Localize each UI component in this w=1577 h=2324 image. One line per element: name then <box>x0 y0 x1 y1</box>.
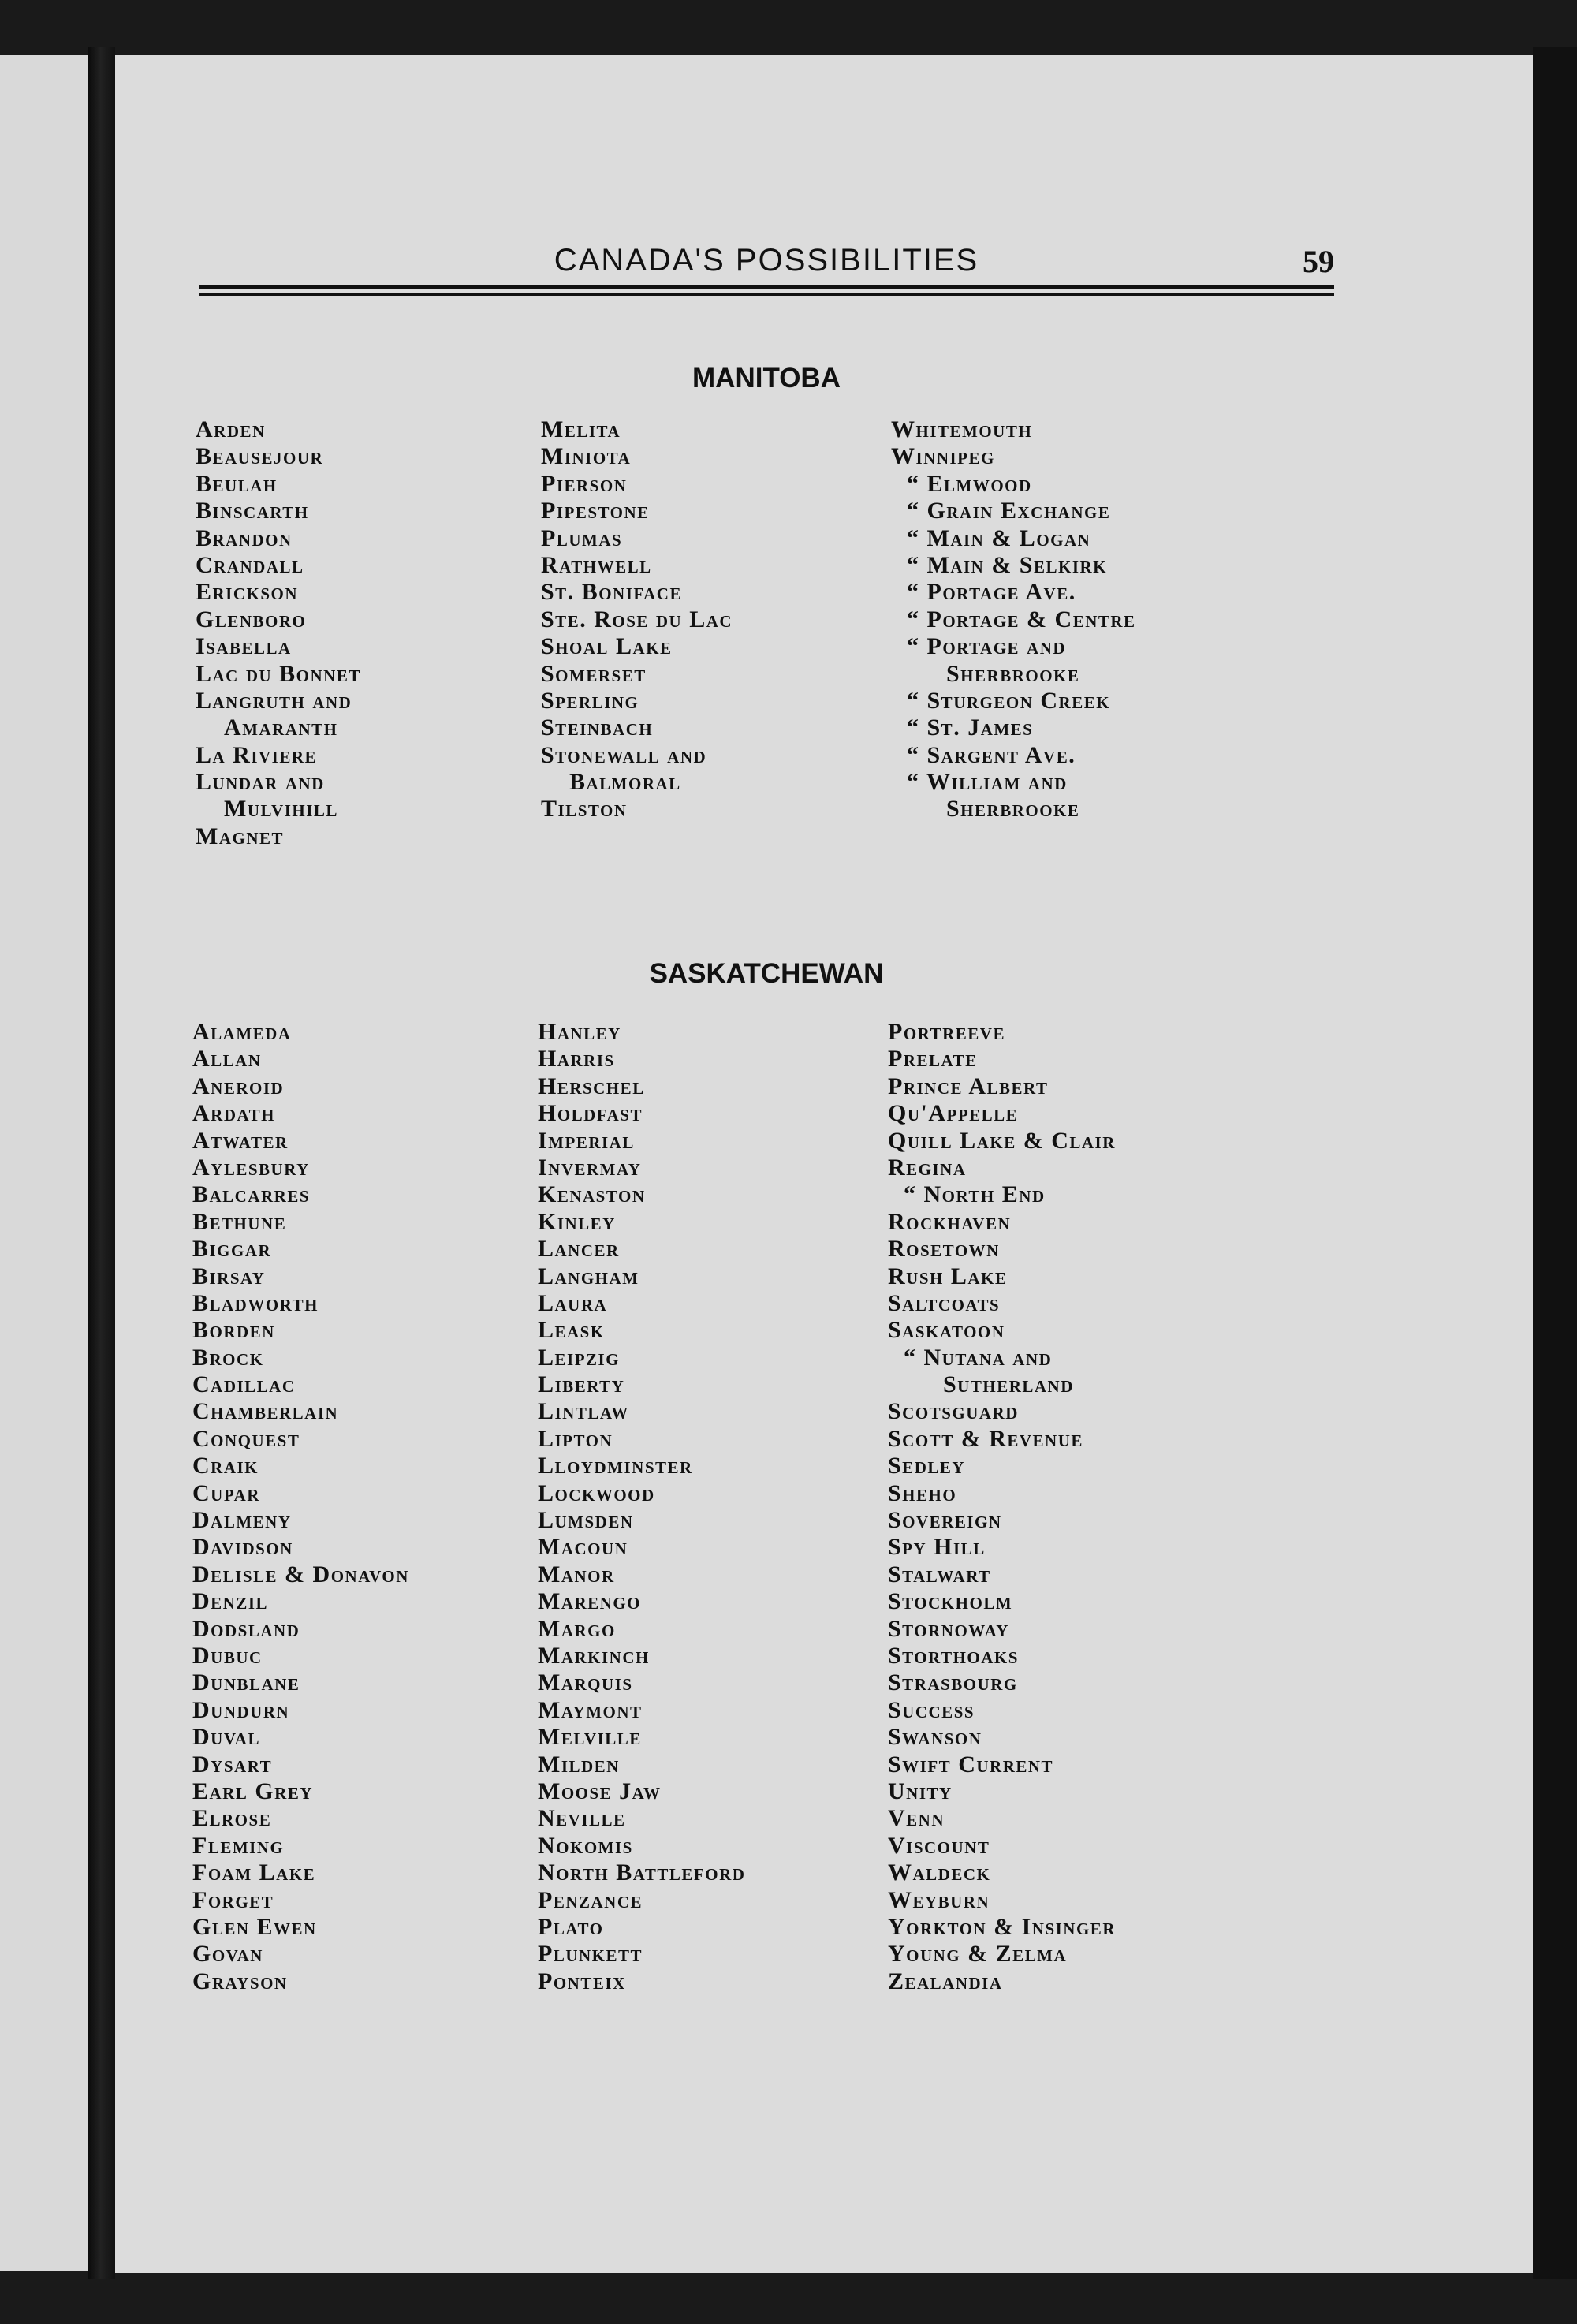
place-name: Plunkett <box>538 1941 643 1968</box>
place-name: Zealandia <box>888 1968 1003 1994</box>
place-name: “ St. James <box>907 714 1034 741</box>
place-name: Sovereign <box>888 1507 1002 1534</box>
place-name: Biggar <box>192 1236 272 1263</box>
place-name: Viscount <box>888 1832 990 1859</box>
place-name: Lintlaw <box>538 1398 629 1425</box>
place-name: Marengo <box>538 1588 641 1615</box>
place-name: Birsay <box>192 1263 266 1289</box>
place-name: Scotsguard <box>888 1398 1019 1425</box>
place-name: Sutherland <box>943 1371 1074 1398</box>
place-name: Hanley <box>538 1019 621 1045</box>
place-name: Regina <box>888 1154 967 1181</box>
place-name: Liberty <box>538 1371 625 1398</box>
place-name: Sperling <box>541 687 639 714</box>
page-border <box>1533 47 1577 2279</box>
place-name: Melita <box>541 416 621 442</box>
place-name: Brock <box>192 1344 264 1371</box>
place-name: Rush Lake <box>888 1263 1008 1289</box>
place-name: Cupar <box>192 1479 260 1506</box>
place-name: Leask <box>538 1317 605 1344</box>
place-name: Govan <box>192 1941 263 1968</box>
section-title-manitoba: MANITOBA <box>692 363 841 394</box>
place-name: Pipestone <box>541 498 650 524</box>
place-name: Stalwart <box>888 1561 991 1587</box>
place-name: Somerset <box>541 660 647 687</box>
place-name: Allan <box>192 1046 262 1072</box>
place-name: Invermay <box>538 1154 642 1181</box>
place-name: Sherbrooke <box>946 796 1080 823</box>
place-name: Unity <box>888 1778 953 1804</box>
place-name: Milden <box>538 1751 620 1778</box>
place-name: Borden <box>192 1317 275 1344</box>
place-name: Stornoway <box>888 1615 1009 1642</box>
place-name: Beulah <box>196 470 278 497</box>
place-name: Macoun <box>538 1534 628 1561</box>
place-name: La Riviere <box>196 741 318 768</box>
place-name: Dubuc <box>192 1642 263 1669</box>
place-name: “ Portage and <box>907 633 1067 660</box>
saskatchewan-column-2 <box>538 1019 745 1995</box>
place-name: Swanson <box>888 1724 982 1751</box>
place-name: Swift Current <box>888 1751 1054 1778</box>
place-name: Ponteix <box>538 1968 626 1994</box>
place-name: Leipzig <box>538 1344 621 1371</box>
place-name: Glen Ewen <box>192 1913 317 1940</box>
place-name: Lumsden <box>538 1507 634 1534</box>
place-name: Craik <box>192 1453 259 1479</box>
saskatchewan-column-3 <box>888 1019 1116 1995</box>
place-name: “ Grain Exchange <box>907 498 1111 524</box>
place-name: Earl Grey <box>192 1778 314 1804</box>
place-name: Alameda <box>192 1019 292 1045</box>
place-name: Kenaston <box>538 1181 646 1208</box>
place-name: Brandon <box>196 524 293 551</box>
place-name: Dundurn <box>192 1696 290 1723</box>
place-name: Fleming <box>192 1832 285 1859</box>
place-name: Aylesbury <box>192 1154 310 1181</box>
place-name: Dalmeny <box>192 1507 292 1534</box>
place-name: Chamberlain <box>192 1398 339 1425</box>
place-name: Isabella <box>196 633 292 660</box>
facing-page-edge <box>0 55 95 2271</box>
place-name: Nokomis <box>538 1832 633 1859</box>
place-name: Strasbourg <box>888 1669 1018 1696</box>
place-name: Conquest <box>192 1425 300 1452</box>
place-name: Dysart <box>192 1751 273 1778</box>
place-name: Pierson <box>541 470 628 497</box>
place-name: Delisle & Donavon <box>192 1561 409 1587</box>
place-name: Elrose <box>192 1805 272 1832</box>
place-name: Lac du Bonnet <box>196 660 361 687</box>
place-name: Prelate <box>888 1046 978 1072</box>
place-name: Mulvihill <box>224 796 338 823</box>
place-name: “ Portage & Centre <box>907 606 1136 632</box>
place-name: Holdfast <box>538 1100 643 1127</box>
running-header <box>199 243 1334 298</box>
place-name: Weyburn <box>888 1886 990 1913</box>
place-name: Glenboro <box>196 606 307 632</box>
place-name: Plato <box>538 1913 604 1940</box>
place-name: Stonewall and <box>541 741 707 768</box>
place-name: Grayson <box>192 1968 288 1994</box>
place-name: Qu'Appelle <box>888 1100 1019 1127</box>
place-name: Crandall <box>196 551 304 578</box>
place-name: Venn <box>888 1805 945 1832</box>
place-name: Saltcoats <box>888 1289 1001 1316</box>
place-name: Markinch <box>538 1642 650 1669</box>
place-name: Kinley <box>538 1208 616 1235</box>
place-name: Young & Zelma <box>888 1941 1068 1968</box>
place-name: Saskatoon <box>888 1317 1005 1344</box>
place-name: Langham <box>538 1263 639 1289</box>
place-name: Cadillac <box>192 1371 296 1398</box>
place-name: Davidson <box>192 1534 293 1561</box>
place-name: “ Sturgeon Creek <box>907 687 1111 714</box>
place-name: Laura <box>538 1289 608 1316</box>
place-name: Prince Albert <box>888 1072 1049 1099</box>
place-name: “ North End <box>904 1181 1046 1208</box>
place-name: Beausejour <box>196 443 324 470</box>
place-name: Balmoral <box>569 769 681 796</box>
book-page <box>115 55 1533 2273</box>
place-name: Marquis <box>538 1669 633 1696</box>
place-name: Storthoaks <box>888 1642 1019 1669</box>
place-name: Neville <box>538 1805 626 1832</box>
place-name: Forget <box>192 1886 274 1913</box>
place-name: Lockwood <box>538 1479 655 1506</box>
place-name: Erickson <box>196 579 299 606</box>
place-name: Ardath <box>192 1100 275 1127</box>
place-name: Rathwell <box>541 551 652 578</box>
place-name: Sherbrooke <box>946 660 1080 687</box>
book-binding <box>88 47 115 2279</box>
place-name: “ Elmwood <box>907 470 1032 497</box>
place-name: Melville <box>538 1724 642 1751</box>
place-name: Tilston <box>541 796 628 823</box>
place-name: Denzil <box>192 1588 269 1615</box>
place-name: Lancer <box>538 1236 620 1263</box>
place-name: Quill Lake & Clair <box>888 1127 1116 1154</box>
place-name: Steinbach <box>541 714 654 741</box>
place-name: Yorkton & Insinger <box>888 1913 1116 1940</box>
manitoba-column-2 <box>541 416 733 823</box>
place-name: Spy Hill <box>888 1534 986 1561</box>
place-name: Balcarres <box>192 1181 311 1208</box>
place-name: Margo <box>538 1615 616 1642</box>
manitoba-column-1 <box>196 416 361 850</box>
place-name: “ Main & Selkirk <box>907 551 1108 578</box>
place-name: Binscarth <box>196 498 309 524</box>
place-name: Magnet <box>196 823 284 849</box>
place-name: Arden <box>196 416 266 442</box>
place-name: Whitemouth <box>891 416 1033 442</box>
place-name: Amaranth <box>224 714 338 741</box>
page-number: 59 <box>1303 244 1334 279</box>
running-title: CANADA'S POSSIBILITIES <box>554 243 979 278</box>
place-name: Sheho <box>888 1479 957 1506</box>
header-rule <box>199 293 1334 296</box>
place-name: Ste. Rose du Lac <box>541 606 733 632</box>
saskatchewan-column-1 <box>192 1019 409 1995</box>
place-name: Shoal Lake <box>541 633 673 660</box>
place-name: “ Portage Ave. <box>907 579 1076 606</box>
place-name: Rosetown <box>888 1236 1000 1263</box>
manitoba-column-3 <box>891 416 1136 823</box>
place-name: Duval <box>192 1724 260 1751</box>
place-name: Langruth and <box>196 687 352 714</box>
place-name: Imperial <box>538 1127 635 1154</box>
place-name: Waldeck <box>888 1860 991 1886</box>
place-name: “ Nutana and <box>904 1344 1053 1371</box>
place-name: Winnipeg <box>891 443 995 470</box>
place-name: “ Main & Logan <box>907 524 1091 551</box>
place-name: Stockholm <box>888 1588 1013 1615</box>
place-name: Atwater <box>192 1127 289 1154</box>
place-name: Bethune <box>192 1208 287 1235</box>
place-name: Penzance <box>538 1886 643 1913</box>
place-name: Dodsland <box>192 1615 300 1642</box>
place-name: Plumas <box>541 524 623 551</box>
header-rule <box>199 285 1334 289</box>
place-name: Bladworth <box>192 1289 319 1316</box>
place-name: Miniota <box>541 443 632 470</box>
place-name: Scott & Revenue <box>888 1425 1083 1452</box>
place-name: Foam Lake <box>192 1860 316 1886</box>
place-name: Dunblane <box>192 1669 300 1696</box>
place-name: Harris <box>538 1046 615 1072</box>
place-name: Maymont <box>538 1696 643 1723</box>
place-name: Sedley <box>888 1453 966 1479</box>
place-name: Manor <box>538 1561 615 1587</box>
place-name: St. Boniface <box>541 579 682 606</box>
place-name: Aneroid <box>192 1072 285 1099</box>
place-name: Herschel <box>538 1072 645 1099</box>
place-name: Portreeve <box>888 1019 1005 1045</box>
place-name: Lloydminster <box>538 1453 693 1479</box>
place-name: Lipton <box>538 1425 613 1452</box>
place-name: Lundar and <box>196 769 325 796</box>
place-name: “ Sargent Ave. <box>907 741 1076 768</box>
place-name: North Battleford <box>538 1860 746 1886</box>
place-name: “ William and <box>907 769 1068 796</box>
place-name: Moose Jaw <box>538 1778 662 1804</box>
section-title-saskatchewan: SASKATCHEWAN <box>649 958 884 989</box>
place-name: Success <box>888 1696 975 1723</box>
place-name: Rockhaven <box>888 1208 1012 1235</box>
